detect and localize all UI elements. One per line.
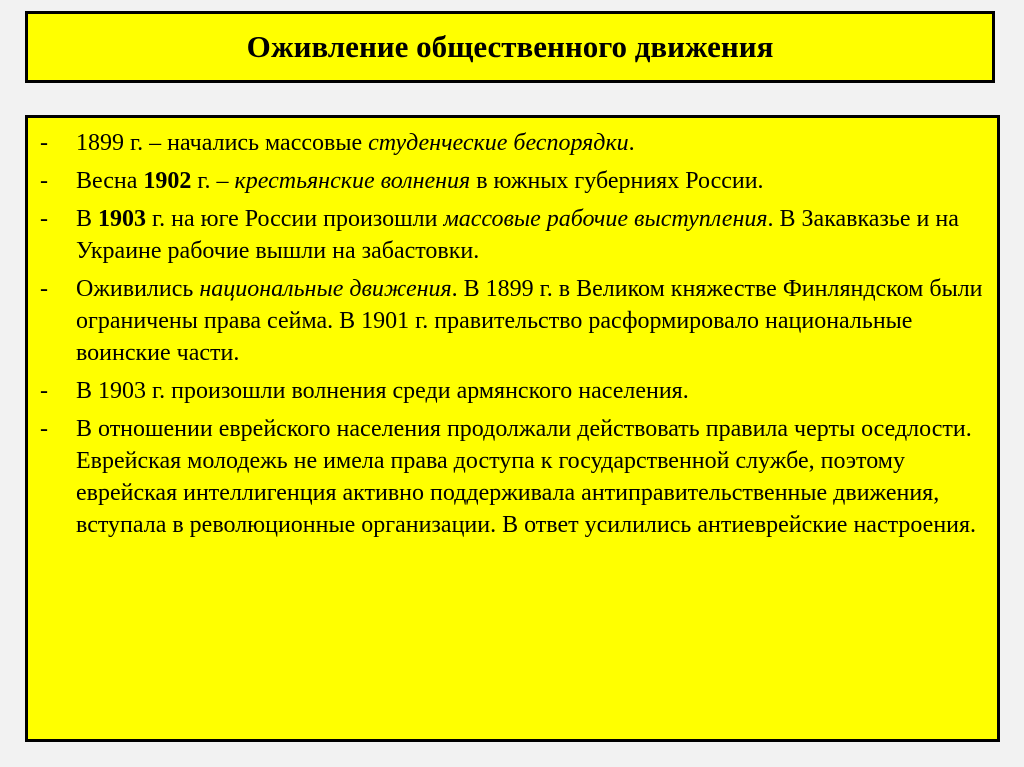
content-box (25, 115, 1000, 742)
list-item: - В отношении еврейского населения продолжали действовать правила черты оседлости. Еврейская молодежь не имела права доступа к государственной службе, поэтому еврейская интеллигенция активно поддерживала антиправительственные движения, вступала в революционные организации. В ответ усилились антиеврейские настроения. (40, 413, 987, 541)
list-item: - В 1903 г. произошли волнения среди армянского населения. (40, 375, 987, 407)
bullet-dash: - (40, 416, 48, 442)
list-item: - Оживились национальные движения. В 1899 г. в Великом княжестве Финляндском были ограничены права сейма. В 1901 г. правительство расформировало национальные воинские части. (40, 273, 987, 369)
list-item: - 1899 г. – начались массовые студенческие беспорядки. (40, 127, 987, 159)
bullet-dash: - (40, 130, 48, 156)
bullet-dash: - (40, 276, 48, 302)
bullet-dash: - (40, 168, 48, 194)
slide-title: Оживление общественного движения (246, 29, 774, 64)
title-box (25, 11, 995, 83)
list-item: - Весна 1902 г. – крестьянские волнения в южных губерниях России. (40, 165, 987, 197)
list-item: - В 1903 г. на юге России произошли массовые рабочие выступления. В Закавказье и на Украине рабочие вышли на забастовки. (40, 203, 987, 267)
bullet-dash: - (40, 206, 48, 232)
bullet-list (40, 127, 987, 541)
bullet-dash: - (40, 378, 48, 404)
